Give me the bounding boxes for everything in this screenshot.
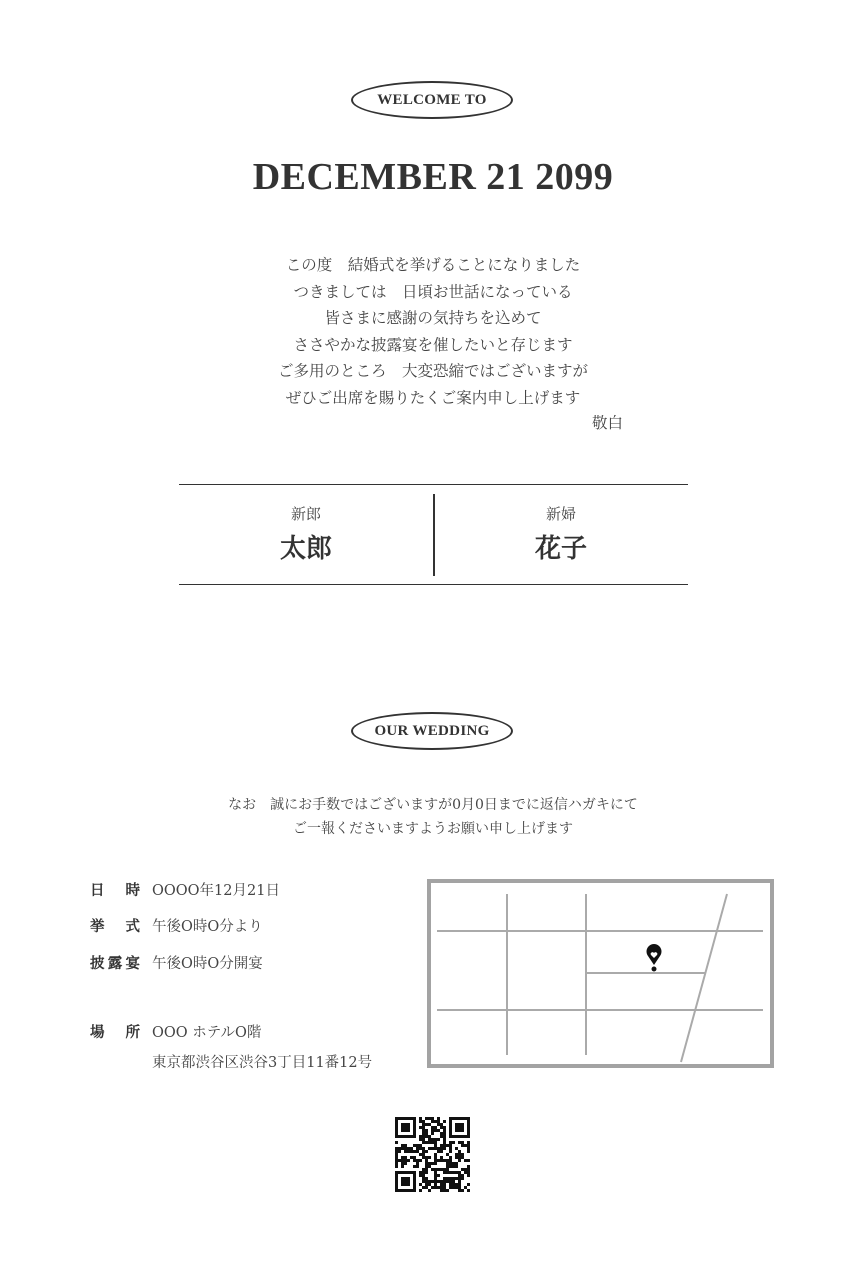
map-roads: [431, 883, 770, 1064]
detail-value: 午後O時O分開宴: [152, 956, 263, 972]
location-pin-icon: [647, 937, 662, 972]
our-wedding-label: OUR WEDDING: [374, 722, 490, 739]
qr-code[interactable]: [391, 1113, 474, 1196]
detail-value: OOO ホテルO階: [152, 1025, 262, 1041]
venue-address: 東京都渋谷区渋谷3丁目11番12号: [152, 1055, 373, 1071]
detail-value: 午後O時O分より: [152, 919, 263, 935]
detail-label: 場 所: [90, 1024, 140, 1041]
detail-label: 日 時: [90, 882, 140, 899]
detail-ceremony: [90, 915, 263, 936]
message-line: 皆さまに感謝の気持ちを込めて: [324, 309, 542, 327]
note-line: ご一報くださいますようお願い申し上げます: [293, 821, 573, 837]
reply-note: [0, 793, 866, 841]
our-wedding-badge: [351, 712, 513, 750]
welcome-badge: [351, 81, 513, 119]
message-line: この度 結婚式を挙げることになりました: [285, 256, 581, 274]
bride-role: 新婦: [545, 505, 576, 523]
note-line: なお 誠にお手数ではございますが0月0日までに返信ハガキにて: [228, 797, 638, 813]
detail-value: OOOO年12月21日: [152, 883, 280, 899]
detail-reception: [90, 952, 263, 973]
detail-label: 挙 式: [90, 918, 140, 935]
invitation-message: [0, 252, 866, 411]
date-title: DECEMBER 21 2099: [252, 156, 614, 198]
groom-name: 太郎: [279, 534, 332, 564]
couple-names: [179, 484, 688, 585]
groom-role: 新郎: [290, 505, 321, 523]
detail-venue: [90, 1021, 261, 1042]
venue-map[interactable]: [427, 879, 774, 1068]
message-line: ご多用のところ 大変恐縮ではございますが: [277, 362, 588, 380]
detail-date: [90, 879, 280, 900]
bride-column: [434, 485, 688, 565]
welcome-label: WELCOME TO: [377, 91, 487, 108]
message-line: ぜひご出席を賜りたくご案内申し上げます: [285, 388, 581, 407]
message-line: ささやかな披露宴を催したいと存じます: [293, 335, 573, 354]
message-line: つきましては 日頃お世話になっている: [293, 282, 573, 301]
groom-column: [179, 485, 433, 565]
detail-label: 披露宴: [90, 955, 140, 972]
bride-name: 花子: [534, 534, 587, 564]
closing-word: 敬白: [592, 414, 624, 432]
